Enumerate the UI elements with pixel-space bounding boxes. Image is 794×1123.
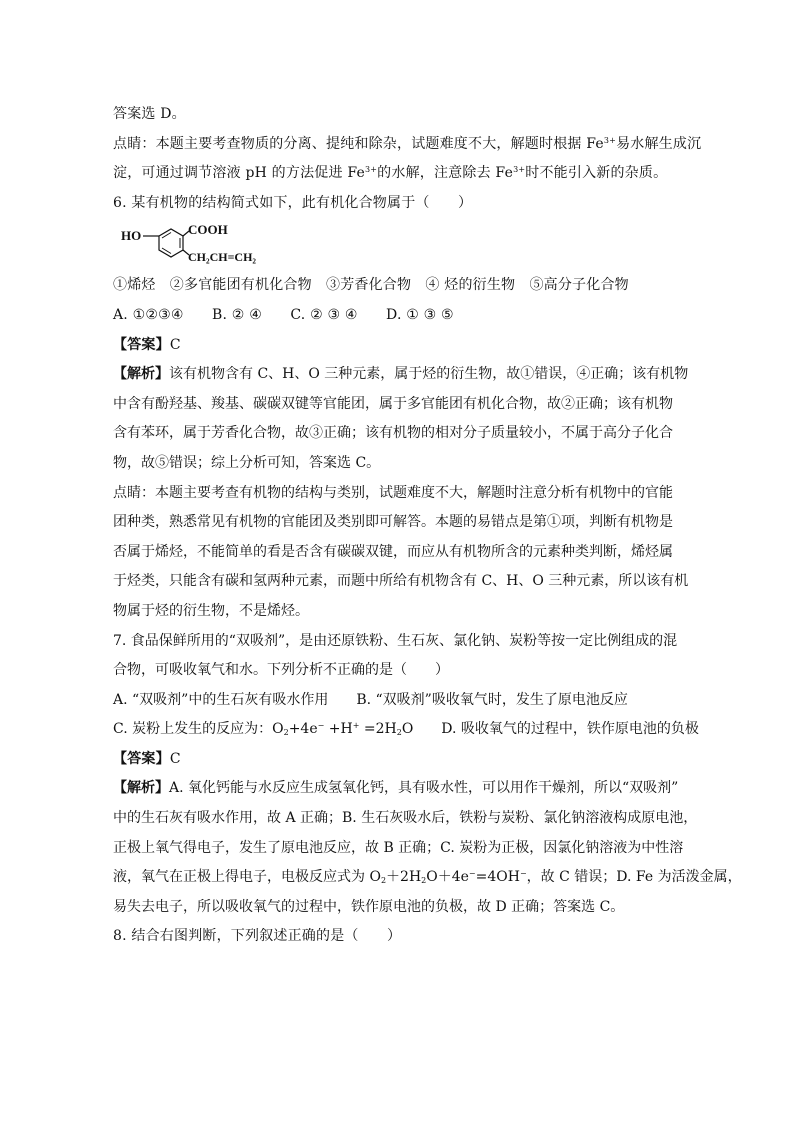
answer-line: 【答案】C [113, 750, 181, 767]
text-line: 于烃类，只能含有碳和氢两种元素，而题中所给有机物含有 C、H、O 三种元素，所以该有机 [113, 573, 689, 590]
question-7-options-cd: C. 炭粉上发生的反应为：$O_2+4e^- +H^+ =2H_2O$ D. 吸收氧气的过程中，铁作原电池的负极 [113, 721, 699, 738]
question-6-choices: A. ①②③④ B. ② ④ C. ② ③ ④ D. ① ③ ⑤ [113, 306, 454, 323]
answer-label: 【答案】 [113, 750, 170, 767]
document-page [113, 100, 742, 952]
cooh-group-label: COOH [188, 222, 228, 238]
explanation-line: 【解析】A. 氧化钙能与水反应生成氢氧化钙，具有吸水性，可以用作干燥剂，所以“双吸剂” [113, 780, 679, 797]
structural-formula-diagram [121, 220, 291, 268]
text-line: 正极上氧气得电子，发生了原电池反应，故 B 正确；C. 炭粉为正极，因氯化钠溶液为中性溶 [113, 839, 684, 856]
allyl-group-label: CH₂CH=CH₂ [188, 250, 257, 265]
explanation-line: 【解析】该有机物含有 C、H、O 三种元素，属于烃的衍生物，故①错误，④正确；该有机物 [113, 366, 689, 383]
explanation-label: 【解析】 [113, 366, 169, 383]
question-6-options: ①烯烃 ②多官能团有机化合物 ③芳香化合物 ④ 烃的衍生物 ⑤高分子化合物 [113, 277, 629, 294]
text-line: 易失去电子，所以吸收氧气的过程中，铁作原电池的负极，故 D 正确；答案选 C。 [113, 898, 625, 915]
text-line: 淀，可通过调节溶液 pH 的方法促进 $Fe^{3+}$的水解，注意除去 $Fe^{3+}$时不能引入新的杂质。 [113, 165, 668, 182]
text-line: 答案选 D。 [113, 106, 186, 122]
text-line: 中的生石灰有吸水作用，故 A 正确；B. 生石灰吸水后，铁粉与炭粉、氯化钠溶液构成原电池， [113, 810, 698, 827]
text-line: 团种类，熟悉常见有机物的官能团及类别即可解答。本题的易错点是第①项，判断有机物是 [113, 514, 673, 531]
text-line: 否属于烯烃，不能简单的看是否含有碳碳双键，而应从有机物所含的元素种类判断，烯烃属 [113, 543, 673, 560]
text-line: 合物，可吸收氧气和水。下列分析不正确的是（ ） [113, 662, 449, 679]
text-line: 点睛：本题主要考查物质的分离、提纯和除杂，试题难度不大，解题时根据 $Fe^{3+}$易水解生成沉 [113, 135, 702, 152]
text-line: 物属于烃的衍生物，不是烯烃。 [113, 602, 309, 619]
note-line: 点睛：本题主要考查有机物的结构与类别，试题难度不大，解题时注意分析有机物中的官能 [113, 484, 673, 501]
structural-formula [113, 220, 683, 268]
ho-group-label: HO [121, 228, 142, 244]
answer-line: 【答案】C [113, 336, 181, 353]
text-line: 物，故⑤错误；综上分析可知，答案选 C。 [113, 454, 381, 471]
question-6: 6. 某有机物的结构简式如下，此有机化合物属于（ ） [113, 194, 473, 211]
text-line: 中含有酚羟基、羧基、碳碳双键等官能团，属于多官能团有机化合物，故②正确；该有机物 [113, 395, 673, 412]
answer-label: 【答案】 [113, 336, 170, 353]
question-7: 7. 食品保鲜所用的“双吸剂”，是由还原铁粉、生石灰、氯化钠、炭粉等按一定比例组成的混 [113, 632, 678, 649]
explanation-label: 【解析】 [113, 780, 169, 797]
question-8: 8. 结合右图判断，下列叙述正确的是（ ） [113, 928, 402, 945]
text-line: 含有苯环，属于芳香化合物，故③正确；该有机物的相对分子质量较小，不属于高分子化合 [113, 425, 673, 442]
question-7-options-ab: A. “双吸剂”中的生石灰有吸水作用 B. “双吸剂”吸收氧气时，发生了原电池反应 [113, 691, 628, 708]
text-line: 液，氧气在正极上得电子，电极反应式为 $O_2+2H_2O+4e^-=4OH^-$，故 C 错误；D. Fe 为活泼金属， [113, 869, 742, 886]
